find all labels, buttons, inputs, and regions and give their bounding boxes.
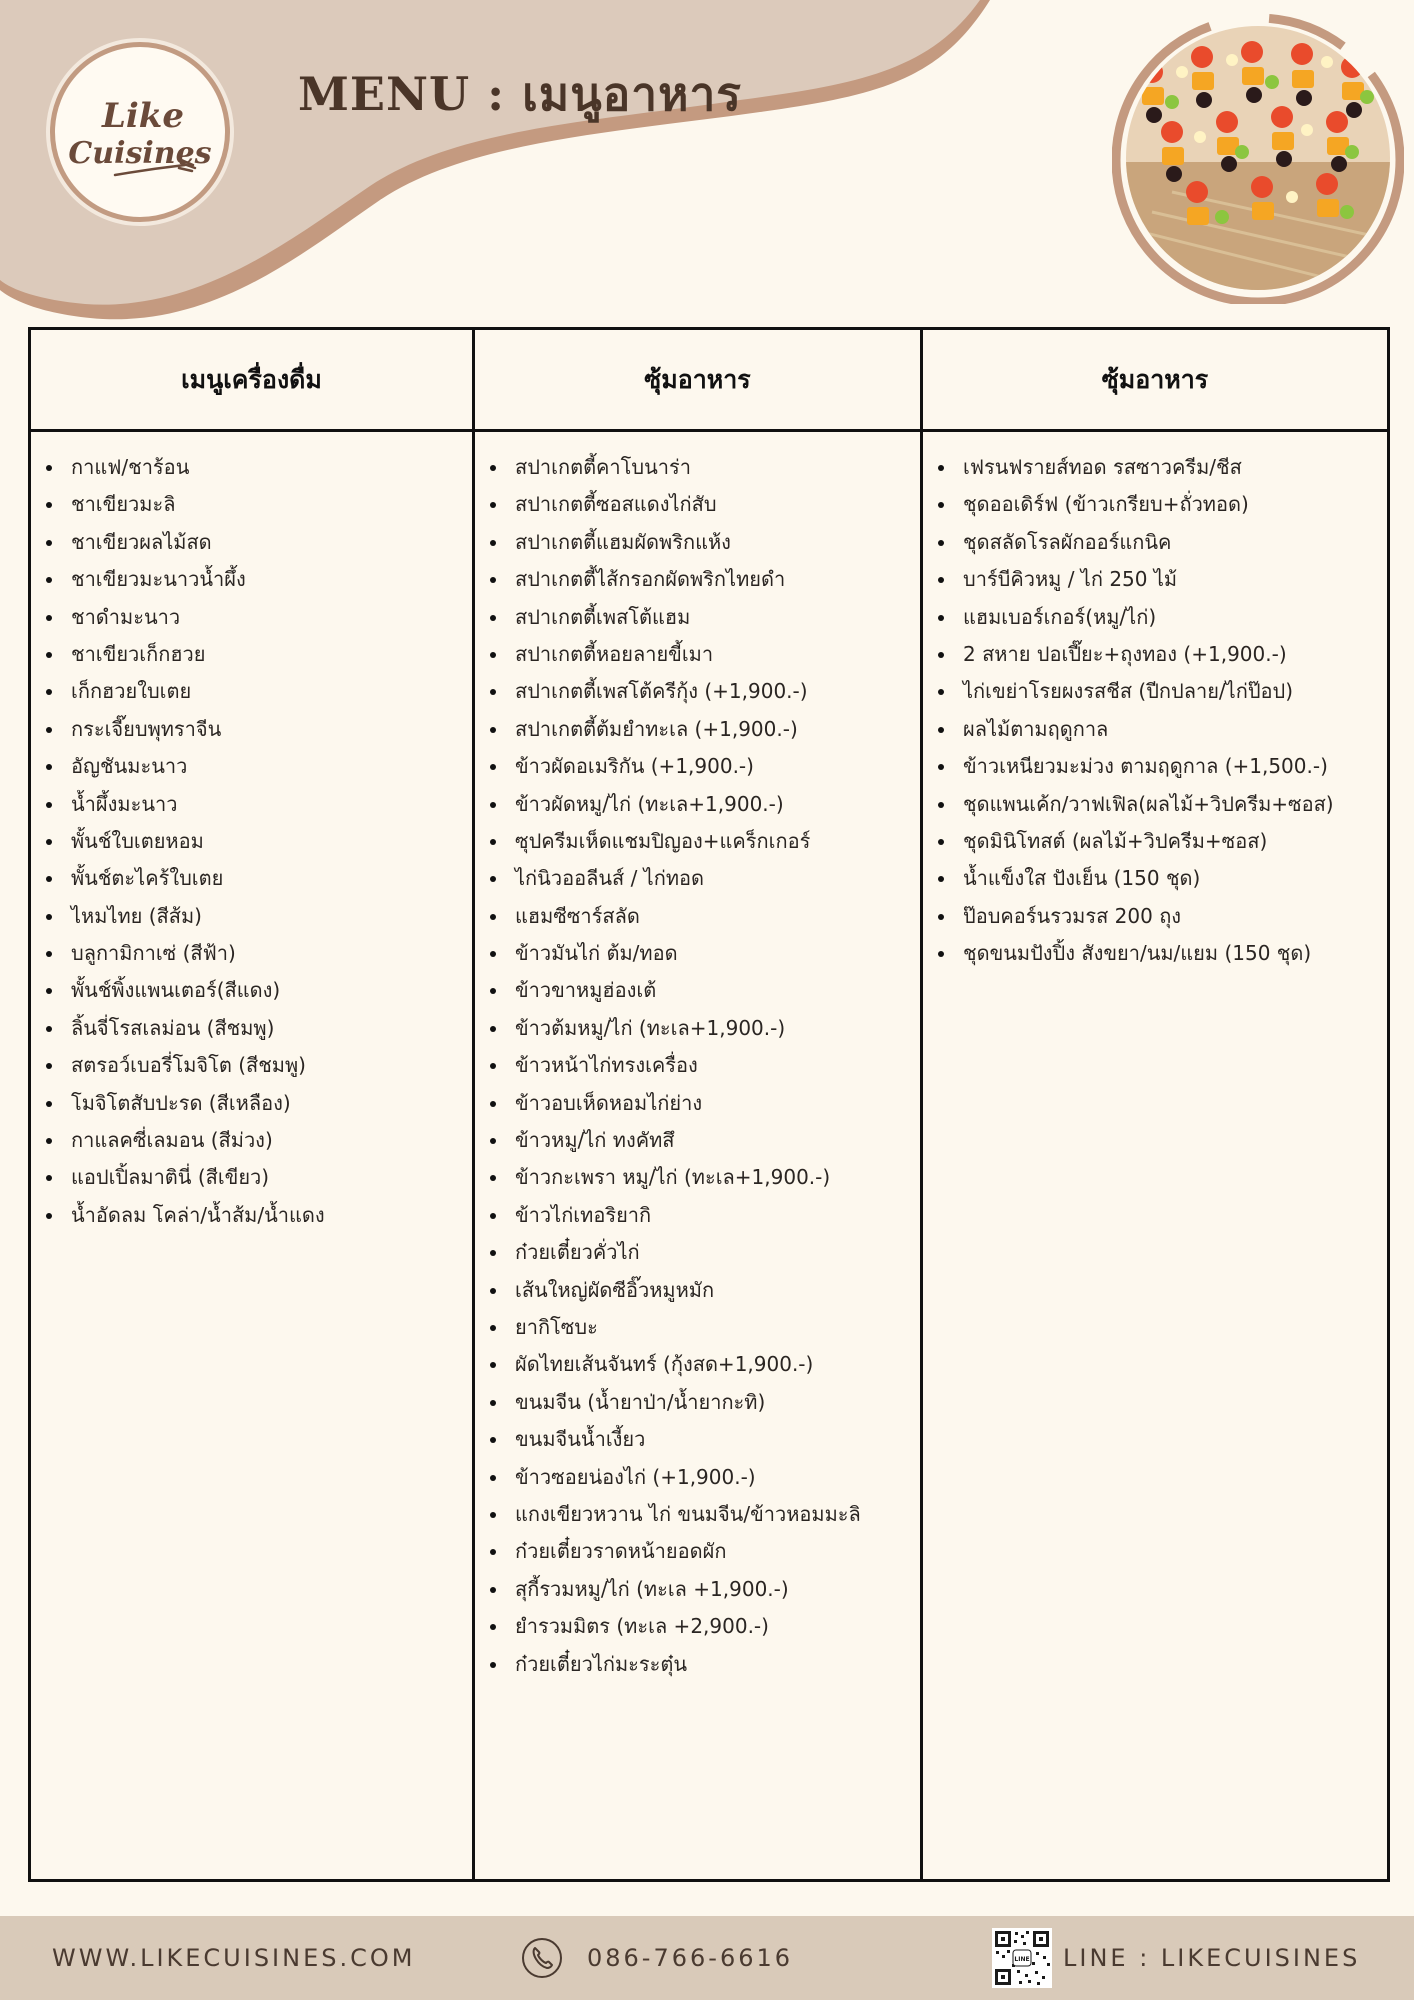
menu-item: ข้าวผัดอเมริกัน (+1,900.-) [475,748,920,785]
column-heading: ซุ้มอาหาร [923,330,1387,432]
menu-item: ชาเขียวมะนาวน้ำผึ้ง [31,561,472,598]
menu-item: ข้าวหน้าไก่ทรงเครื่อง [475,1047,920,1084]
menu-item: น้ำผึ้งมะนาว [31,786,472,823]
menu-item: ก๋วยเตี๋ยวราดหน้ายอดผัก [475,1533,920,1570]
menu-item: ป๊อบคอร์นรวมรส 200 ถุง [923,898,1387,935]
menu-item: ขนมจีน (น้ำยาป่า/น้ำยากะทิ) [475,1384,920,1421]
menu-item: เฟรนฟรายส์ทอด รสซาวครีม/ชีส [923,449,1387,486]
menu-item: ขนมจีนน้ำเงี้ยว [475,1421,920,1458]
menu-item: ก๋วยเตี๋ยวไก่มะระตุ๋น [475,1646,920,1683]
menu-item: ชาเขียวมะลิ [31,486,472,523]
menu-item: น้ำอัดลม โคล่า/น้ำส้ม/น้ำแดง [31,1197,472,1234]
menu-item: ข้าวต้มหมู/ไก่ (ทะเล+1,900.-) [475,1010,920,1047]
menu-item: โมจิโตสับปะรด (สีเหลือง) [31,1085,472,1122]
menu-item: สตรอว์เบอรี่โมจิโต (สีชมพู) [31,1047,472,1084]
menu-item: พั้นช์พิ้งแพนเตอร์(สีแดง) [31,972,472,1009]
food-list-1 [475,432,920,1683]
menu-item: กระเจี๊ยบพุทราจีน [31,711,472,748]
menu-item: ข้าวอบเห็ดหอมไก่ย่าง [475,1085,920,1122]
food-stall-column-2 [920,330,1387,1879]
drinks-list [31,432,472,1234]
menu-item: ยากิโซบะ [475,1309,920,1346]
menu-item: ชุดออเดิร์ฟ (ข้าวเกรียบ+ถั่วทอด) [923,486,1387,523]
food-stall-column-1 [472,330,920,1879]
menu-item: สปาเกตตี้ซอสแดงไก่สับ [475,486,920,523]
logo-text-like: Like [101,96,185,136]
drinks-column [31,330,472,1879]
menu-item: พั้นช์ใบเตยหอม [31,823,472,860]
menu-item: แกงเขียวหวาน ไก่ ขนมจีน/ข้าวหอมมะลิ [475,1496,920,1533]
phone-icon [520,1936,564,1980]
menu-item: ก๋วยเตี๋ยวคั่วไก่ [475,1234,920,1271]
menu-item: ข้าวหมู/ไก่ ทงคัทสึ [475,1122,920,1159]
menu-item: ชุดขนมปังปิ้ง สังขยา/นม/แยม (150 ชุด) [923,935,1387,972]
logo-text-cuisines: Cuisines [68,136,212,171]
phone-number[interactable]: 086-766-6616 [587,1944,794,1972]
qr-line-label: LINE [1014,1956,1030,1963]
menu-item: ข้าวกะเพรา หมู/ไก่ (ทะเล+1,900.-) [475,1159,920,1196]
menu-item: สุกี้รวมหมู/ไก่ (ทะเล +1,900.-) [475,1571,920,1608]
menu-item: ชุดสลัดโรลผักออร์แกนิค [923,524,1387,561]
menu-item: สปาเกตตี้เพสโต้แฮม [475,599,920,636]
menu-item: แอปเปิ้ลมาตินี่ (สีเขียว) [31,1159,472,1196]
menu-item: ข้าวซอยน่องไก่ (+1,900.-) [475,1459,920,1496]
qr-code-icon[interactable] [992,1928,1052,1988]
menu-item: ไก่นิวออลีนส์ / ไก่ทอด [475,860,920,897]
menu-item: เส้นใหญ่ผัดซีอิ๊วหมูหมัก [475,1272,920,1309]
column-heading: ซุ้มอาหาร [475,330,920,432]
menu-item: สปาเกตตี้แฮมผัดพริกแห้ง [475,524,920,561]
menu-item: เก็กฮวยใบเตย [31,673,472,710]
menu-item: กาแฟ/ชาร้อน [31,449,472,486]
menu-item: ชาดำมะนาว [31,599,472,636]
menu-item: ไก่เขย่าโรยผงรสชีส (ปีกปลาย/ไก่ป๊อป) [923,673,1387,710]
menu-item: แฮมเบอร์เกอร์(หมู/ไก่) [923,599,1387,636]
menu-item: พั้นช์ตะไคร้ใบเตย [31,860,472,897]
menu-item: บาร์บีคิวหมู / ไก่ 250 ไม้ [923,561,1387,598]
line-id[interactable]: LINE : LIKECUISINES [1063,1944,1361,1972]
menu-item: ชุดมินิโทสต์ (ผลไม้+วิปครีม+ซอส) [923,823,1387,860]
fruit-skewers-photo [1112,12,1404,304]
menu-item: ชาเขียวเก็กฮวย [31,636,472,673]
menu-item: บลูกามิกาเซ่ (สีฟ้า) [31,935,472,972]
menu-item: อัญชันมะนาว [31,748,472,785]
menu-item: สปาเกตตี้เพสโต้ครีกุ้ง (+1,900.-) [475,673,920,710]
menu-item: สปาเกตตี้ต้มยำทะเล (+1,900.-) [475,711,920,748]
menu-item: สปาเกตตี้หอยลายขี้เมา [475,636,920,673]
menu-item: ชาเขียวผลไม้สด [31,524,472,561]
menu-item: ผัดไทยเส้นจันทร์ (กุ้งสด+1,900.-) [475,1346,920,1383]
menu-item: ลิ้นจี่โรสเลม่อน (สีชมพู) [31,1010,472,1047]
food-list-2 [923,432,1387,972]
menu-item: ผลไม้ตามฤดูกาล [923,711,1387,748]
menu-item: สปาเกตตี้ไส้กรอกผัดพริกไทยดำ [475,561,920,598]
menu-item: ยำรวมมิตร (ทะเล +2,900.-) [475,1608,920,1645]
menu-item: กาแลคซี่เลมอน (สีม่วง) [31,1122,472,1159]
menu-item: ข้าวเหนียวมะม่วง ตามฤดูกาล (+1,500.-) [923,748,1387,785]
page-title: MENU : เมนูอาหาร [298,67,742,121]
menu-item: ข้าวผัดหมู/ไก่ (ทะเล+1,900.-) [475,786,920,823]
footer-bar [0,1916,1414,2000]
menu-item: ชุดแพนเค้ก/วาฟเฟิล(ผลไม้+วิปครีม+ซอส) [923,786,1387,823]
website-link[interactable]: WWW.LIKECUISINES.COM [52,1944,416,1972]
menu-item: ซุปครีมเห็ดแชมปิญอง+แคร็กเกอร์ [475,823,920,860]
menu-table [28,327,1390,1882]
menu-item: ข้าวมันไก่ ต้ม/ทอด [475,935,920,972]
menu-item: ข้าวไก่เทอริยากิ [475,1197,920,1234]
menu-item: ไหมไทย (สีส้ม) [31,898,472,935]
menu-item: ข้าวขาหมูฮ่องเต้ [475,972,920,1009]
column-heading: เมนูเครื่องดื่ม [31,330,472,432]
menu-item: น้ำแข็งใส ปังเย็น (150 ชุด) [923,860,1387,897]
menu-item: สปาเกตตี้คาโบนาร่า [475,449,920,486]
menu-item: แฮมซีซาร์สลัด [475,898,920,935]
menu-item: 2 สหาย ปอเปี๊ยะ+ถุงทอง (+1,900.-) [923,636,1387,673]
